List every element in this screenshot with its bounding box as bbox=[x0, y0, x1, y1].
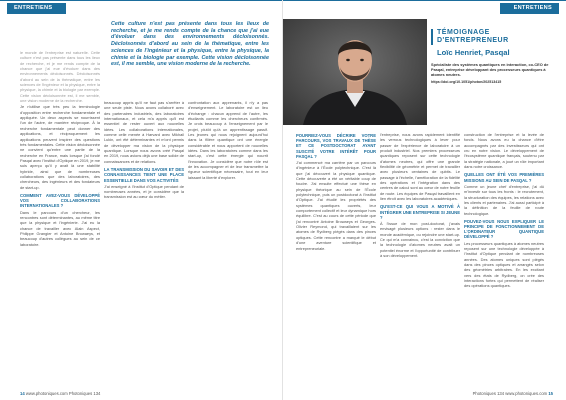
paragraph: Dans le parcours d'un chercheur, les rencontres sont déterminantes, au même titre que la physique et l'ingénierie. J'ai eu la chance de travailler avec Alain Aspect, Philippe Grangier et Antoine Browaeys, et beaucoup d'autres collègues au sein de ce laboratoire. bbox=[20, 209, 100, 247]
site-url: www.photoniques.com bbox=[505, 391, 548, 396]
left-column-3 bbox=[188, 100, 268, 386]
top-rule bbox=[0, 0, 283, 1]
folio bbox=[473, 391, 553, 396]
folio bbox=[20, 391, 100, 396]
right-column-3 bbox=[464, 132, 544, 386]
paragraph: À l'issue de mon post-doctorat, j'avais envisagé plusieurs options : rester dans le monde académique, ou rejoindre une start-up. Ce qui m'a convaincu, c'est la conviction que la technologie d'atomes neutres avait un potentiel énorme et l'opportunité de contribuer à son développement. bbox=[380, 221, 460, 259]
page-number: 15 bbox=[548, 391, 553, 396]
magazine-issue: Photoniques 134 bbox=[68, 391, 101, 396]
question-heading: POURRIEZ-VOUS DÉCRIRE VOTRE PARCOURS, VOS TRAVAUX DE THÈSE ET CE POSTDOCTORAT AYANT SUSCITÉ VOTRE INTÉRÊT POUR PASQAL ? bbox=[296, 133, 376, 159]
paragraph: Les processeurs quantiques à atomes neutres reposent sur une technologie développée à l'Institut d'Optique pendant de nombreuses années. Des atomes uniques sont piégés dans des pinces optiques et arrangés selon des géométries arbitraires. En les excitant vers des états de Rydberg, on crée des interactions fortes qui permettent de réaliser des opérations quantiques. bbox=[464, 240, 544, 289]
left-column-1 bbox=[20, 50, 100, 386]
paragraph: Comme un jeune chef d'entreprise, j'ai dû m'investir sur tous les fronts : le recrutement, la structuration des équipes, les relations avec les clients et partenaires. J'ai aussi participé à la définition de la feuille de route technologique. bbox=[464, 183, 544, 216]
site-url: www.photoniques.com bbox=[25, 391, 68, 396]
portrait-photo bbox=[283, 19, 427, 125]
section-tag: ENTRETIENS bbox=[500, 3, 559, 14]
specialist-blurb: Spécialiste des systèmes quantiques en interaction, co-CEO de Pasqal, entreprise développant des processeurs quantiques à atomes neutres. bbox=[431, 62, 549, 77]
interviewee-name: Loïc Henriet, Pasqal bbox=[437, 48, 510, 57]
paragraph: confrontation aux apprenants, il n'y a pas d'enseignement. Le laboratoire est un lieu d'échange : chacun apprend de l'autre, les étudiants comme les chercheurs confirmés. Je crois beaucoup à l'enseignement par le projet, plutôt qu'à un apprentissage passif. Les jeunes qui nous rejoignent aujourd'hui dans la filière quantique ont une énergie considérable et nous apportent de nouvelles idées. Dans les laboratoires comme dans les start-up, c'est cette énergie qui nourrit l'innovation. Je considère que notre rôle est de les accompagner et de leur transmettre la rigueur scientifique nécessaire, tout en leur laissant la liberté d'explorer. bbox=[188, 100, 268, 180]
question-heading: QUELLES ONT ÉTÉ VOS PREMIÈRES MISSIONS AU SEIN DE PASQAL ? bbox=[464, 172, 544, 183]
magazine-issue: Photoniques 134 bbox=[472, 391, 505, 396]
section-tag: ENTRETIENS bbox=[7, 3, 66, 14]
top-rule bbox=[283, 0, 566, 1]
paragraph: J'ai commencé ma carrière par un parcours d'ingénieur à l'École polytechnique. C'est là que j'ai découvert la physique quantique. Cette découverte a été un véritable coup de foudre. J'ai ensuite effectué une thèse en physique théorique au sein de l'École polytechnique, puis un postdoctorat à l'Institut d'Optique. J'ai étudié les propriétés des systèmes quantiques ouverts, leur comportement collectif et leur dynamique hors équilibre. C'est au cours de cette période que j'ai rencontré Antoine Browaeys et Georges-Olivier Reymond, qui travaillaient sur les atomes de Rydberg piégés dans des pinces optiques. Cette rencontre a marqué le début d'une aventure scientifique et entrepreneuriale. bbox=[296, 160, 376, 251]
kicker: TÉMOIGNAGE D'ENTREPRENEUR bbox=[431, 29, 559, 45]
paragraph: Je n'utilise que très peu la terminologie d'opposition entre recherche fondamentale et appliquée. Un deux aspects se nourrissent l'un de l'autre, de manière réciproque. À la recherche fondamentale peut donner des applications, et réciproquement les applications peuvent inspirer des questions très fondamentales. Cette vision décloisonnée ne convient qu'entre une partie de la recherche en France, mais lorsque j'ai fondé Pasqal avec l'Institut d'Optique en 2019, je me suis aperçu qu'il y avait là une stabilité hybride, ainsi que de nombreuses collaborations que des laboratoires, des chercheurs, des ingénieurs et des fondateurs de start-up. bbox=[20, 104, 100, 190]
right-column-2 bbox=[380, 132, 460, 386]
right-column-1 bbox=[296, 130, 376, 386]
paragraph: l'entreprise, nous avons rapidement identifié les verrous technologiques à lever pour passer de l'expérience de laboratoire à un produit industriel. Nos premiers processeurs quantiques reposent sur cette technologie d'atomes neutres, qui offre une grande flexibilité de géométrie et permet de travailler avec plusieurs centaines de qubits. Le passage à l'échelle, l'amélioration de la fidélité des opérations et l'intégration dans des centres de calcul sont au cœur de notre feuille de route. Les équipes de Pasqal travaillent en lien étroit avec les laboratoires académiques. bbox=[380, 132, 460, 202]
question-heading: POUVEZ-VOUS NOUS EXPLIQUER LE PRINCIPE DE FONCTIONNEMENT DE L'ORDINATEUR QUANTIQUE DÉVELOPPÉ ? bbox=[464, 218, 544, 240]
question-heading: LA TRANSMISSION DU SAVOIR ET DES CONNAISSANCES TIENT UNE PLACE ESSENTIELLE DANS VOS ACTIVITÉS bbox=[104, 167, 184, 183]
doi-link[interactable]: https://doi.org/10.1051/photon/202513415 bbox=[431, 80, 502, 84]
page-number: 14 bbox=[20, 391, 25, 396]
right-page bbox=[283, 0, 566, 400]
paragraph: J'ai enseigné à l'Institut d'Optique pendant de nombreuses années, et je considère que la transmission est au cœur du métier. bbox=[104, 183, 184, 200]
paragraph: beaucoup appris qu'il ne faut pas s'arrêter à une seule piste. Nous avons collaboré avec des partenaires industriels, des laboratoires internationaux, et cela m'a appris qu'il est essentiel de rester ouvert aux nouvelles idées. Les collaborations internationales, comme celle menée à Harvard avec Mikhail Lukin, ont été déterminantes et m'ont permis de développer ma vision de la physique quantique. Lorsque nous avons créé Pasqal en 2019, nous avions déjà une base solide de connaissances et de relations. bbox=[104, 100, 184, 164]
paragraph: construction de l'entreprise et la levée de fonds. Nous avons eu la chance d'être accompagnés par des investisseurs qui ont cru en notre vision. Le développement de l'écosystème quantique français, soutenu par la stratégie nationale, a joué un rôle important dans notre croissance. bbox=[464, 132, 544, 170]
question-heading: QU'EST-CE QUI VOUS A MOTIVÉ À INTÉGRER UNE ENTREPRISE SI JEUNE ? bbox=[380, 204, 460, 220]
lead-quote: Cette culture n'est pas présente dans tous les lieux de recherche, et je me rends compte de la chance que j'ai eue d'évoluer dans des environnements décloisonnés. Décloisonnés d'abord au sein de la thématique, entre les sciences de l'ingénieur et la physique, entre la physique, la chimie et la biologie par exemple. Cette vision décloisonnée est, il me semble, une vision moderne de la recherche. bbox=[111, 21, 269, 68]
title-block bbox=[431, 29, 559, 57]
paragraph: le monde de l'entreprise est naturelle. Cette culture n'est pas présente dans tous les lieux de recherche, et je me rends compte de la chance que j'ai eue d'évoluer dans des environnements décloisonnés. Décloisonnés d'abord au sein de la thématique, entre les sciences de l'ingénieur et la physique, entre la physique, la chimie et la biologie par exemple. Cette vision décloisonnée est, il me semble, une vision moderne de la recherche. bbox=[20, 50, 100, 104]
question-heading: COMMENT AVEZ-VOUS DÉVELOPPÉ VOS COLLABORATIONS INTERNATIONALES ? bbox=[20, 192, 100, 209]
left-column-2 bbox=[104, 100, 184, 386]
